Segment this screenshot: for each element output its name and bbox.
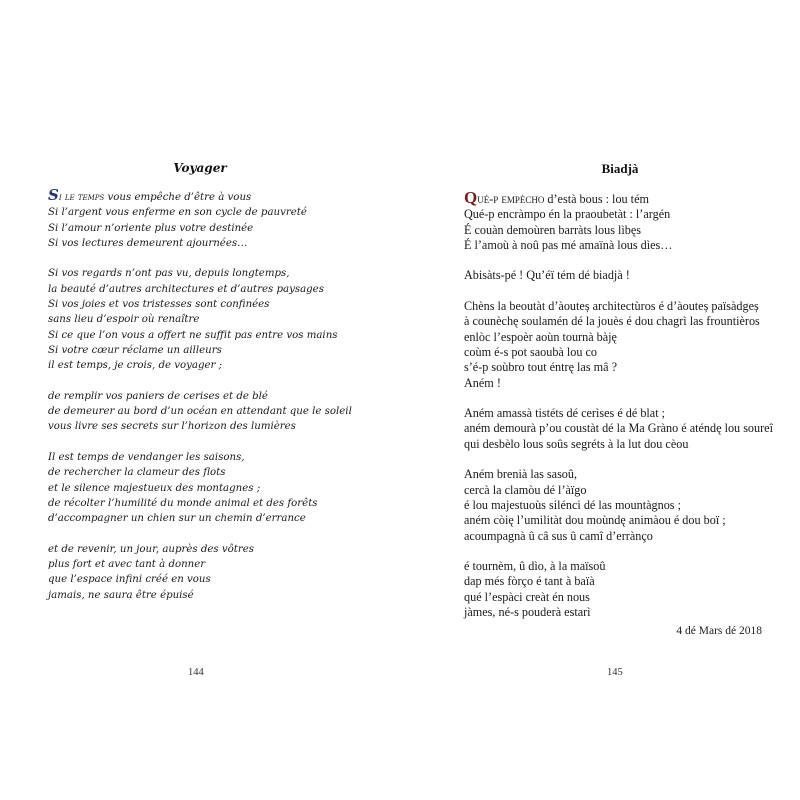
stanza-gap <box>464 284 784 299</box>
stanza-gap <box>48 435 388 450</box>
poem-body <box>464 190 784 620</box>
poem-title: Biadjà <box>601 161 639 176</box>
poem-line: et de revenir, un jour, auprès des vôtres <box>48 543 254 555</box>
stanza <box>464 467 784 543</box>
page-number: 144 <box>188 667 204 678</box>
poem-line: que l’espace infini créé en vous <box>48 574 211 586</box>
stanza <box>48 389 388 435</box>
poem-line: dap més fòrço é tant à baïà <box>464 574 595 589</box>
poem-line: et le silence majestueux des montagnes ; <box>48 482 261 494</box>
poem-line: plus fort et avec tant à donner <box>48 559 206 571</box>
stanza <box>464 268 784 283</box>
poem-line: de rechercher la clameur des flots <box>48 467 226 479</box>
stanza-gap <box>464 544 784 559</box>
poem-line: qué l’espàci creàt én nous <box>464 589 590 604</box>
poem-line: jàmes, né-s pouderà estarì <box>464 605 591 620</box>
poem-line: Si vos regards n’ont pas vu, depuis longtemps, <box>48 268 290 280</box>
poem-line: acoumpagnà û câ sus û camî d’errànço <box>464 528 653 543</box>
first-line-rest: vous empêche d’être à vous <box>104 192 252 203</box>
right-page <box>400 0 800 800</box>
first-line-rest: d’està bous : lou tém <box>544 192 649 206</box>
poem-line <box>464 190 784 207</box>
poem-line: Qué-p encràmpo én la praoubetàt : l’argén <box>464 207 671 222</box>
stanza <box>464 299 784 391</box>
poem-line: Chèns la beoutàt d’àouteș architectùros é d’àouteș païsàdgeș <box>464 299 759 314</box>
poem-line: jamais, ne saura être épuisé <box>48 589 194 601</box>
poem-line: d’accompagner un chien sur un chemin d’errance <box>48 513 306 525</box>
poem-line: é lou majestuoùs silénci dé las mountàgnos ; <box>464 497 681 512</box>
poem-line: É l’amoù à noû pas mé amaïnà lous dìes… <box>464 237 673 252</box>
poem-line: Si l’argent vous enferme en son cycle de pauvreté <box>48 207 307 219</box>
stanza-gap <box>48 251 388 266</box>
stanza <box>48 542 388 603</box>
poem-line: sans lieu d’espoir où renaître <box>48 314 200 326</box>
stanza-gap <box>464 391 784 406</box>
poem-line <box>48 188 388 205</box>
poem-line: Aném amassà tistéts dé cerìses é dé blat ; <box>464 406 666 421</box>
poem-line: de demeurer au bord d’un océan en attendant que le soleil <box>48 406 352 418</box>
stanza <box>464 207 784 253</box>
drop-cap: Q <box>464 188 478 207</box>
stanza <box>464 559 784 620</box>
poem-line: coùm é-s pot saoubà lou co <box>464 344 598 359</box>
poem-line: Si votre cœur réclame un ailleurs <box>48 344 222 356</box>
poem-date: 4 dé Mars dé 2018 <box>676 625 762 637</box>
stanza <box>48 205 388 251</box>
poem-line: s’é-p soùbro tout éntrę las mâ ? <box>464 360 617 375</box>
drop-cap: S <box>48 186 59 204</box>
poem-line: enlòc l’espoèr aoùn tournà bàję <box>464 329 617 344</box>
poem-line: vous livre ses secrets sur l’horizon des lumières <box>48 421 296 433</box>
stanza-gap <box>464 253 784 268</box>
poem-title: Voyager <box>173 161 227 175</box>
poem-line: Si l’amour n’oriente plus votre destinée <box>48 222 254 234</box>
page-number: 145 <box>607 667 623 678</box>
poem-line: il est temps, je crois, de voyager ; <box>48 360 223 372</box>
poem-line: aném còię l’umilitàt dou moùndę animàou é dou boï ; <box>464 513 726 528</box>
stanza-gap <box>464 452 784 467</box>
small-caps-lead: i le temps <box>58 192 105 203</box>
poem-line: Aném brenià las sasoû, <box>464 467 578 482</box>
stanza <box>48 450 388 526</box>
poem-line: Abisàts-pé ! Qu’éï tém dé biadjà ! <box>464 268 630 283</box>
poem-line: Il est temps de vendanger les saisons, <box>48 452 245 464</box>
stanza <box>48 266 388 373</box>
poem-line: cercà la clamòu dé l’àïgo <box>464 482 587 497</box>
poem-line: aném demourà p’ou coustàt dé la Ma Gràno é aténdę lou soureî <box>464 421 773 436</box>
stanza <box>464 406 784 452</box>
poem-line: Si vos lectures demeurent ajournées… <box>48 237 248 249</box>
poem-line: é tournèm, û dìo, à la maïsoû <box>464 559 606 574</box>
poem-line: à counèchę soulamén dé la jouès é dou chagrì las frountièros <box>464 314 760 329</box>
poem-line: Si vos joies et vos tristesses sont confinées <box>48 299 270 311</box>
poem-line: la beauté d’autres architectures et d’autres paysages <box>48 283 324 295</box>
stanza-gap <box>48 527 388 542</box>
poem-line: Aném ! <box>464 375 501 390</box>
small-caps-lead: ué-p empècho <box>477 192 545 206</box>
poem-line: de récolter l’humilité du monde animal et des forêts <box>48 497 318 509</box>
poem-line: qui desbèlo lous soûs segréts à la lut dou cèou <box>464 436 689 451</box>
stanza-gap <box>48 374 388 389</box>
poem-line: Si ce que l’on vous a offert ne suffit pas entre vos mains <box>48 329 338 341</box>
poem-line: de remplir vos paniers de cerises et de blé <box>48 390 268 402</box>
poem-line: É couàn demoùren barràts lous lìbęs <box>464 222 642 237</box>
poem-body <box>48 188 388 603</box>
